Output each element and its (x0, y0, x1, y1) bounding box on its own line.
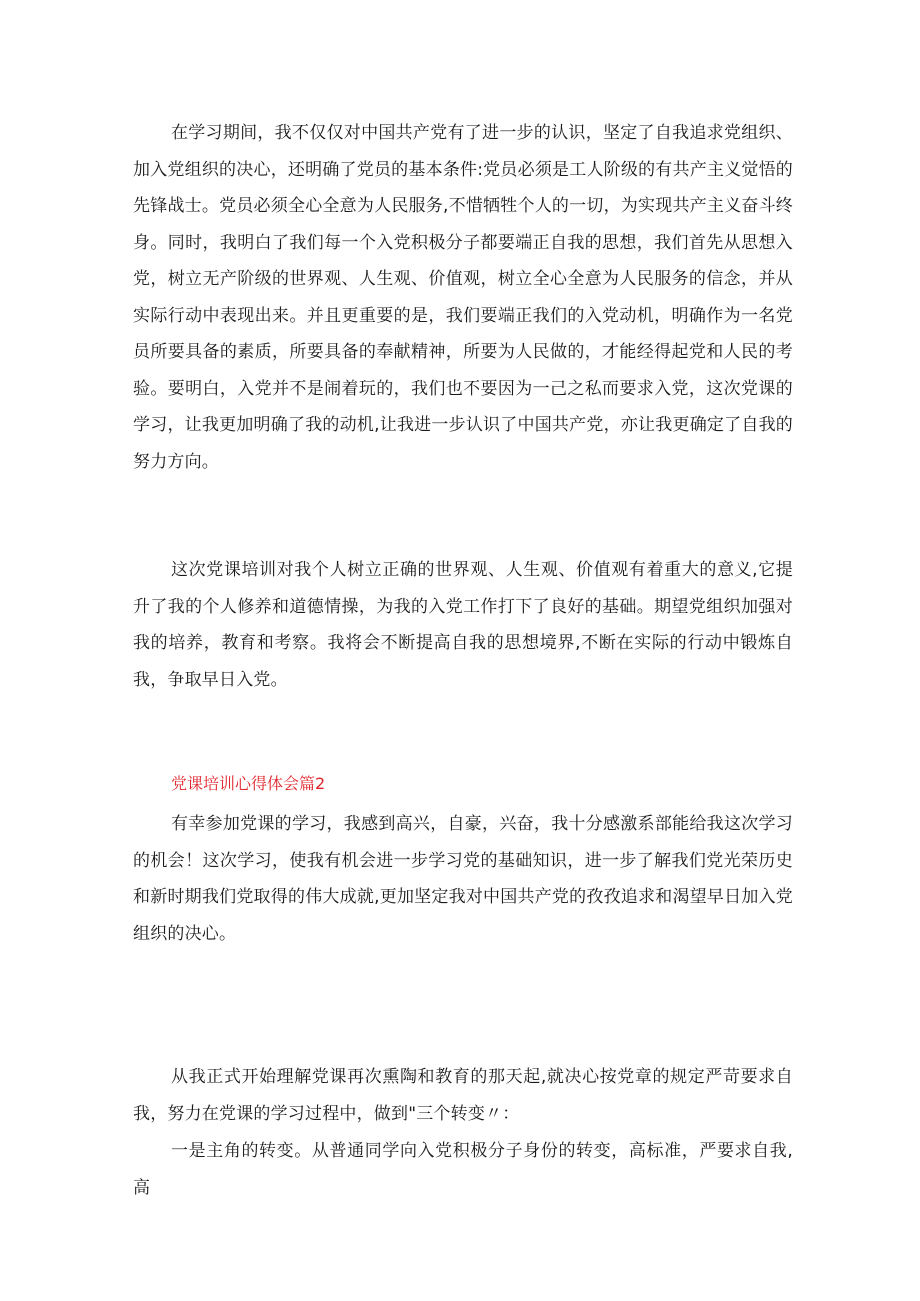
paragraph-training-significance: 这次党课培训对我个人树立正确的世界观、人生观、价值观有着重大的意义,它提升了我的个人修养和道德情操，为我的入党工作打下了良好的基础。期望党组织加强对我的培养，教育和考察。我将会不断提高自我的思想境界,不断在实际的行动中锻炼自我，争取早日入党。 (133, 560, 793, 690)
section-heading: 党课培训心得体会篇2 (171, 774, 326, 793)
paragraph-role-change: 一是主角的转变。从普通同学向入党积极分子身份的转变，高标准，严要求自我,高 (133, 1141, 793, 1198)
paragraph-study-period: 在学习期间，我不仅仅对中国共产党有了进一步的认识，坚定了自我追求党组织、加入党组织的决心，还明确了党员的基本条件:党员必须是工人阶级的有共产主义觉悟的先锋战士。党员必须全心全意为人民服务,不惜牺牲个人的一切，为实现共产主义奋斗终身。同时，我明白了我们每一个入党积极分子都要端正自我的思想，我们首先从思想入党，树立无产阶级的世界观、人生观、价值观，树立全心全意为人民服务的信念，并从实际行动中表现出来。并且更重要的是，我们要端正我们的入党动机，明确作为一名党员所要具备的素质，所要具备的奉献精神，所要为人民做的，才能经得起党和人民的考验。要明白，入党并不是闹着玩的，我们也不要因为一己之私而要求入党，这次党课的学习，让我更加明确了我的动机,让我进一步认识了中国共产党，亦让我更确定了自我的努力方向。 (133, 123, 793, 472)
paragraph-honored-to-attend: 有幸参加党课的学习，我感到高兴，自豪，兴奋，我十分感激系部能给我这次学习的机会！这次学习，使我有机会进一步学习党的基础知识，进一步了解我们党光荣历史和新时期我们党取得的伟大成就,更加坚定我对中国共产党的孜孜追求和渴望早日加入党组织的决心。 (133, 814, 793, 944)
paragraph-determination: 从我正式开始理解党课再次熏陶和教育的那天起,就决心按党章的规定严苛要求自我，努力在党课的学习过程中，做到"三个转变〃： (133, 1067, 793, 1124)
